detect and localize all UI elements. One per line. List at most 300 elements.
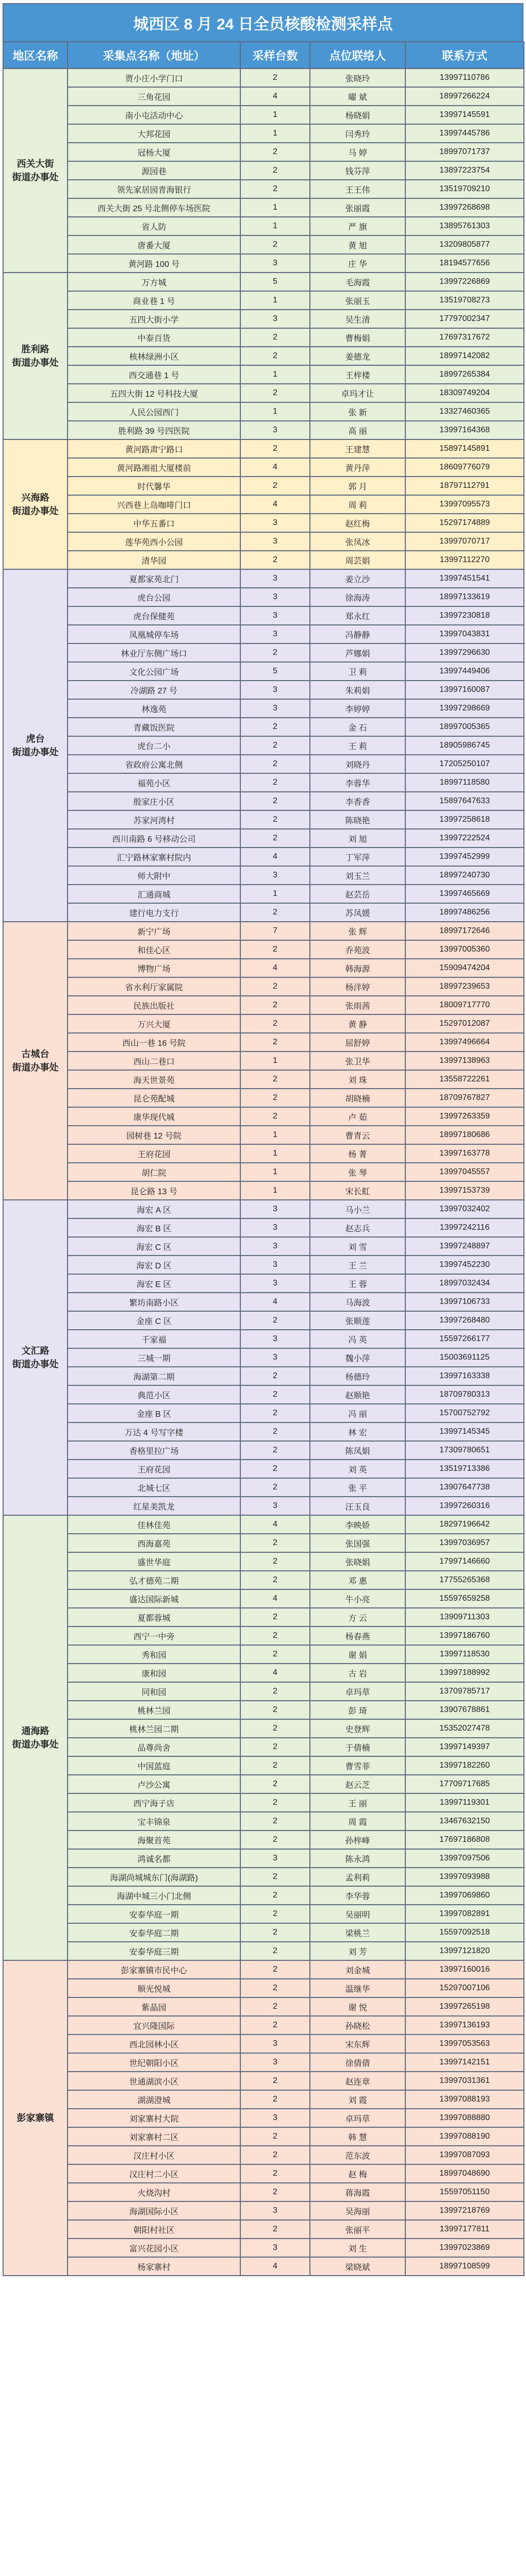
table-row (3, 1218, 524, 1237)
sampling-units: 3 (240, 2239, 310, 2257)
site-name: 和佳心区 (68, 940, 240, 959)
site-name: 领先家居园青海银行 (68, 180, 240, 198)
sampling-units: 2 (240, 328, 310, 347)
phone-number: 18297196642 (405, 1515, 524, 1534)
site-name: 千家福 (68, 1330, 240, 1348)
phone-number: 13997260316 (405, 1497, 524, 1515)
contact-person: 郑永红 (310, 606, 405, 625)
sampling-units: 3 (240, 681, 310, 699)
site-name: 昆仑路 13 号 (68, 1181, 240, 1200)
phone-number: 18997142082 (405, 347, 524, 365)
site-name: 汉庄村小区 (68, 2146, 240, 2164)
site-name: 金座 B 区 (68, 1404, 240, 1422)
phone-number: 13997149397 (405, 1738, 524, 1756)
sampling-units: 2 (240, 1719, 310, 1738)
sampling-units: 2 (240, 439, 310, 458)
contact-person: 李华蓉 (310, 1886, 405, 1905)
contact-person: 吴丽明 (310, 1905, 405, 1923)
table-row (3, 143, 524, 161)
sampling-units: 3 (240, 1218, 310, 1237)
phone-number: 17997146660 (405, 1552, 524, 1571)
table-row (3, 1756, 524, 1775)
phone-number: 13997163338 (405, 1367, 524, 1385)
table-row (3, 1775, 524, 1793)
table-row (3, 699, 524, 718)
site-name: 杨家寨村 (68, 2257, 240, 2276)
contact-person: 汪玉良 (310, 1497, 405, 1515)
header-phone: 联系方式 (405, 42, 524, 69)
table-row (3, 606, 524, 625)
site-name: 盛达国际新城 (68, 1589, 240, 1608)
phone-number: 17309780651 (405, 1441, 524, 1460)
table-row (3, 1738, 524, 1756)
sampling-units: 2 (240, 1738, 310, 1756)
table-row (3, 2090, 524, 2109)
table-row (3, 1422, 524, 1441)
contact-person: 马海波 (310, 1293, 405, 1311)
table-row (3, 977, 524, 996)
sampling-units: 4 (240, 1664, 310, 1682)
contact-person: 王 兰 (310, 1256, 405, 1274)
phone-number: 13997095573 (405, 495, 524, 514)
sampling-units: 1 (240, 365, 310, 384)
phone-number: 13997088880 (405, 2109, 524, 2127)
site-name: 苏家河湾村 (68, 810, 240, 829)
table-row (3, 903, 524, 922)
sampling-units: 2 (240, 143, 310, 161)
sampling-units: 2 (240, 2146, 310, 2164)
table-row (3, 1997, 524, 2016)
table-row (3, 1497, 524, 1515)
phone-number: 13997138963 (405, 1052, 524, 1070)
table-row (3, 848, 524, 866)
contact-person: 闫秀玲 (310, 124, 405, 143)
table-row (3, 2220, 524, 2239)
sampling-units: 1 (240, 402, 310, 421)
table-row (3, 810, 524, 829)
contact-person: 谢 悦 (310, 1997, 405, 2016)
site-name: 商业巷 1 号 (68, 291, 240, 310)
phone-number: 13895761303 (405, 217, 524, 235)
contact-person: 韩 慧 (310, 2127, 405, 2146)
table-row (3, 347, 524, 365)
table-row (3, 1181, 524, 1200)
phone-number: 13997023869 (405, 2239, 524, 2257)
contact-person: 梁晓斌 (310, 2257, 405, 2276)
phone-number: 13997142151 (405, 2053, 524, 2072)
contact-person: 刘 霞 (310, 2090, 405, 2109)
site-name: 南小屯活动中心 (68, 106, 240, 124)
contact-person: 陈凤娟 (310, 1441, 405, 1460)
phone-number: 15597659258 (405, 1589, 524, 1608)
phone-number: 13909711303 (405, 1608, 524, 1626)
contact-person: 王 蓉 (310, 1274, 405, 1293)
site-name: 宝丰锦泉 (68, 1812, 240, 1831)
sampling-units: 3 (240, 254, 310, 273)
table-row (3, 1478, 524, 1497)
phone-number: 13709785717 (405, 1682, 524, 1701)
contact-person: 卫 莉 (310, 662, 405, 681)
site-name: 海湖尚城城东门(海湖路) (68, 1868, 240, 1886)
table-row (3, 1200, 524, 1218)
site-name: 海宏 D 区 (68, 1256, 240, 1274)
contact-person: 古 岩 (310, 1664, 405, 1682)
sampling-units: 4 (240, 848, 310, 866)
sampling-units: 2 (240, 1775, 310, 1793)
site-name: 虎台保健苑 (68, 606, 240, 625)
sampling-units: 2 (240, 1033, 310, 1052)
contact-person: 王 丽 (310, 1793, 405, 1812)
site-name: 虎台二小 (68, 736, 240, 755)
sampling-units: 1 (240, 198, 310, 217)
phone-number: 13997258618 (405, 810, 524, 829)
phone-number: 13997121820 (405, 1942, 524, 1960)
phone-number: 13997445786 (405, 124, 524, 143)
site-name: 红星美凯龙 (68, 1497, 240, 1515)
sampling-units: 3 (240, 1330, 310, 1348)
table-row (3, 1923, 524, 1942)
sampling-units: 2 (240, 1571, 310, 1589)
contact-person: 冯静静 (310, 625, 405, 643)
contact-person: 陈晓艳 (310, 810, 405, 829)
contact-person: 林 宏 (310, 1422, 405, 1441)
site-name: 夏都蓉城 (68, 1608, 240, 1626)
phone-number: 13997118530 (405, 1645, 524, 1664)
contact-person: 于倩楠 (310, 1738, 405, 1756)
site-name: 海湖国际小区 (68, 2201, 240, 2220)
phone-number: 13327460365 (405, 402, 524, 421)
contact-person: 张丽平 (310, 2220, 405, 2239)
sampling-units: 2 (240, 1682, 310, 1701)
sampling-units: 2 (240, 977, 310, 996)
table-row (3, 1626, 524, 1645)
phone-number: 13997088190 (405, 2127, 524, 2146)
table-row (3, 1367, 524, 1385)
site-name: 海湖中城三小门北侧 (68, 1886, 240, 1905)
contact-person: 刘 旭 (310, 829, 405, 848)
contact-person: 高 丽 (310, 421, 405, 439)
phone-number: 17709717685 (405, 1775, 524, 1793)
sampling-units: 2 (240, 1552, 310, 1571)
phone-number: 15909474204 (405, 959, 524, 977)
site-name: 核林绿洲小区 (68, 347, 240, 365)
sampling-units: 2 (240, 1460, 310, 1478)
site-name: 园树巷 12 号院 (68, 1126, 240, 1144)
sampling-units: 3 (240, 2053, 310, 2072)
site-name: 安泰华庭一期 (68, 1905, 240, 1923)
table-row (3, 1682, 524, 1701)
table-row (3, 69, 524, 87)
contact-person: 黄 静 (310, 1014, 405, 1033)
table-row (3, 180, 524, 198)
district-name: 文汇路 街道办事处 (3, 1200, 68, 1515)
phone-number: 13209805877 (405, 235, 524, 254)
contact-person: 魏小萍 (310, 1348, 405, 1367)
site-name: 卢沙公寓 (68, 1775, 240, 1793)
table-row (3, 1237, 524, 1256)
contact-person: 李香香 (310, 792, 405, 810)
contact-person: 杨晓娟 (310, 106, 405, 124)
contact-person: 史登辉 (310, 1719, 405, 1738)
site-name: 林逸苑 (68, 699, 240, 718)
table-row (3, 514, 524, 532)
phone-number: 18997239653 (405, 977, 524, 996)
sampling-units: 2 (240, 551, 310, 569)
phone-number: 18009717770 (405, 996, 524, 1014)
sampling-units: 2 (240, 718, 310, 736)
contact-person: 张 平 (310, 1478, 405, 1497)
table-row (3, 1404, 524, 1422)
site-name: 佳林佳苑 (68, 1515, 240, 1534)
sampling-units: 5 (240, 273, 310, 291)
contact-person: 蒋海霞 (310, 2183, 405, 2201)
table-row (3, 87, 524, 106)
contact-person: 卓玛才让 (310, 384, 405, 402)
table-body (3, 69, 524, 2276)
contact-person: 赵 梅 (310, 2164, 405, 2183)
sampling-units: 2 (240, 1793, 310, 1812)
sampling-units: 2 (240, 1385, 310, 1404)
phone-number: 18997266224 (405, 87, 524, 106)
site-name: 盛世华庭 (68, 1552, 240, 1571)
site-name: 万兴大厦 (68, 1014, 240, 1033)
phone-number: 13997268480 (405, 1311, 524, 1330)
phone-number: 18709780313 (405, 1385, 524, 1404)
sampling-units: 2 (240, 1089, 310, 1107)
table-row (3, 1571, 524, 1589)
header-district: 地区名称 (3, 42, 68, 69)
site-name: 品尊尚舍 (68, 1738, 240, 1756)
table-row (3, 1311, 524, 1330)
sampling-units: 3 (240, 532, 310, 551)
site-name: 师大附中 (68, 866, 240, 885)
table-row (3, 1163, 524, 1181)
contact-person: 郭 月 (310, 477, 405, 495)
site-name: 三城一期 (68, 1348, 240, 1367)
site-name: 省政府公寓北侧 (68, 755, 240, 773)
site-name: 殷家庄小区 (68, 792, 240, 810)
table-row (3, 2201, 524, 2220)
contact-person: 曹雪菲 (310, 1756, 405, 1775)
site-name: 汇通商城 (68, 885, 240, 903)
table-row (3, 2239, 524, 2257)
phone-number: 13997043831 (405, 625, 524, 643)
site-name: 汉庄村二小区 (68, 2164, 240, 2183)
table-row (3, 569, 524, 588)
contact-person: 乔苑波 (310, 940, 405, 959)
site-name: 昆仑苑配城 (68, 1089, 240, 1107)
table-row (3, 1293, 524, 1311)
table-row (3, 996, 524, 1014)
table-row (3, 662, 524, 681)
site-name: 富兴花园小区 (68, 2239, 240, 2257)
sampling-units: 2 (240, 2220, 310, 2239)
contact-person: 马 婷 (310, 143, 405, 161)
sampling-units: 3 (240, 1348, 310, 1367)
phone-number: 18997048690 (405, 2164, 524, 2183)
sampling-units: 2 (240, 903, 310, 922)
contact-person: 屈舒婷 (310, 1033, 405, 1052)
phone-number: 13997088193 (405, 2090, 524, 2109)
contact-person: 张晓玲 (310, 69, 405, 87)
header-site: 采集点名称（地址） (68, 42, 240, 69)
table-row (3, 1033, 524, 1052)
table-row (3, 1274, 524, 1293)
site-name: 康华现代城 (68, 1107, 240, 1126)
phone-number: 13997452230 (405, 1256, 524, 1274)
table-row (3, 792, 524, 810)
contact-person: 吴生清 (310, 310, 405, 328)
contact-person: 刘晓丹 (310, 755, 405, 773)
sampling-units: 3 (240, 1497, 310, 1515)
table-row (3, 551, 524, 569)
site-name: 夏都家苑北门 (68, 569, 240, 588)
contact-person: 钱芬萍 (310, 161, 405, 180)
site-name: 安泰华庭三期 (68, 1942, 240, 1960)
site-name: 海宏 B 区 (68, 1218, 240, 1237)
phone-number: 15897145891 (405, 439, 524, 458)
sampling-units: 2 (240, 1441, 310, 1460)
phone-number: 13519708273 (405, 291, 524, 310)
phone-number: 13558722261 (405, 1070, 524, 1089)
contact-person: 孙晓松 (310, 2016, 405, 2035)
contact-person: 李映娇 (310, 1515, 405, 1534)
contact-person: 张雨茜 (310, 996, 405, 1014)
contact-person: 黄丹萍 (310, 458, 405, 477)
table-row (3, 1942, 524, 1960)
table-row (3, 2257, 524, 2276)
table-row (3, 1052, 524, 1070)
contact-person: 李婷婷 (310, 699, 405, 718)
site-name: 福苑小区 (68, 773, 240, 792)
site-name: 汇宁路林家寨村院内 (68, 848, 240, 866)
sampling-units: 2 (240, 1422, 310, 1441)
site-name: 金座 C 区 (68, 1311, 240, 1330)
contact-person: 温继华 (310, 1979, 405, 1997)
sampling-units: 1 (240, 1052, 310, 1070)
contact-person: 刘金城 (310, 1960, 405, 1979)
site-name: 典范小区 (68, 1385, 240, 1404)
contact-person: 王建慧 (310, 439, 405, 458)
table-row (3, 736, 524, 755)
phone-number: 13997177811 (405, 2220, 524, 2239)
district-name: 通海路 街道办事处 (3, 1515, 68, 1960)
contact-person: 赵顺艳 (310, 1385, 405, 1404)
table-row (3, 273, 524, 291)
contact-person: 刘 珠 (310, 1070, 405, 1089)
site-name: 秀和园 (68, 1645, 240, 1664)
site-name: 刘家寨村大院 (68, 2109, 240, 2127)
contact-person: 赵云芝 (310, 1775, 405, 1793)
sampling-units: 2 (240, 810, 310, 829)
table-row (3, 1905, 524, 1923)
sampling-units: 3 (240, 2201, 310, 2220)
table-row (3, 402, 524, 421)
phone-number: 13997005360 (405, 940, 524, 959)
contact-person: 杨德玲 (310, 1367, 405, 1385)
sampling-units: 2 (240, 477, 310, 495)
table-row (3, 1385, 524, 1404)
district-name: 彭家寨镇 (3, 1960, 68, 2276)
phone-number: 15297012087 (405, 1014, 524, 1033)
site-name: 海湖第二期 (68, 1367, 240, 1385)
sampling-units: 2 (240, 2090, 310, 2109)
phone-number: 13997296630 (405, 643, 524, 662)
table-row (3, 1256, 524, 1274)
table-row (3, 1107, 524, 1126)
contact-person: 刘 英 (310, 1460, 405, 1478)
contact-person: 杨洋婷 (310, 977, 405, 996)
table-row (3, 829, 524, 848)
site-name: 王府花园 (68, 1144, 240, 1163)
site-name: 莲华苑西小公园 (68, 532, 240, 551)
contact-person: 张丽玉 (310, 291, 405, 310)
phone-number: 18997240730 (405, 866, 524, 885)
sampling-units: 1 (240, 1181, 310, 1200)
site-name: 西海嘉苑 (68, 1534, 240, 1552)
phone-number: 13997119301 (405, 1793, 524, 1812)
phone-number: 18997005365 (405, 718, 524, 736)
contact-person: 陈永鸿 (310, 1849, 405, 1868)
contact-person: 丁军萍 (310, 848, 405, 866)
sampling-units: 1 (240, 217, 310, 235)
sampling-units: 2 (240, 1868, 310, 1886)
contact-person: 孙梓峰 (310, 1831, 405, 1849)
sampling-units: 3 (240, 625, 310, 643)
sampling-units: 2 (240, 384, 310, 402)
sampling-units: 2 (240, 1534, 310, 1552)
sampling-units: 2 (240, 2183, 310, 2201)
table-row (3, 1441, 524, 1460)
phone-number: 13997298669 (405, 699, 524, 718)
site-name: 人民公园西门 (68, 402, 240, 421)
site-name: 西宁海子店 (68, 1793, 240, 1812)
phone-number: 13997145345 (405, 1422, 524, 1441)
table-row (3, 1089, 524, 1107)
phone-number: 18997486256 (405, 903, 524, 922)
phone-number: 15352027478 (405, 1719, 524, 1738)
phone-number: 17205250107 (405, 755, 524, 773)
phone-number: 13997093988 (405, 1868, 524, 1886)
sampling-units: 2 (240, 1645, 310, 1664)
table-row (3, 773, 524, 792)
table-row (3, 1664, 524, 1682)
sampling-units: 4 (240, 959, 310, 977)
table-row (3, 254, 524, 273)
contact-person: 张 琴 (310, 1163, 405, 1181)
contact-person: 孟利莉 (310, 1868, 405, 1886)
sampling-units: 2 (240, 1478, 310, 1497)
sampling-units: 4 (240, 1589, 310, 1608)
site-name: 冷湖路 27 号 (68, 681, 240, 699)
table-row (3, 885, 524, 903)
table-row (3, 959, 524, 977)
sampling-units: 2 (240, 1608, 310, 1626)
site-name: 顺光悦城 (68, 1979, 240, 1997)
phone-number: 18997265384 (405, 365, 524, 384)
phone-number: 13997265198 (405, 1997, 524, 2016)
phone-number: 13997230818 (405, 606, 524, 625)
phone-number: 13997451541 (405, 569, 524, 588)
site-name: 桃林兰园二期 (68, 1719, 240, 1738)
table-row (3, 495, 524, 514)
site-name: 海宏 E 区 (68, 1274, 240, 1293)
phone-number: 13997110786 (405, 69, 524, 87)
contact-person: 刘 雪 (310, 1237, 405, 1256)
table-row (3, 235, 524, 254)
site-name: 民族出版社 (68, 996, 240, 1014)
sampling-units: 2 (240, 161, 310, 180)
